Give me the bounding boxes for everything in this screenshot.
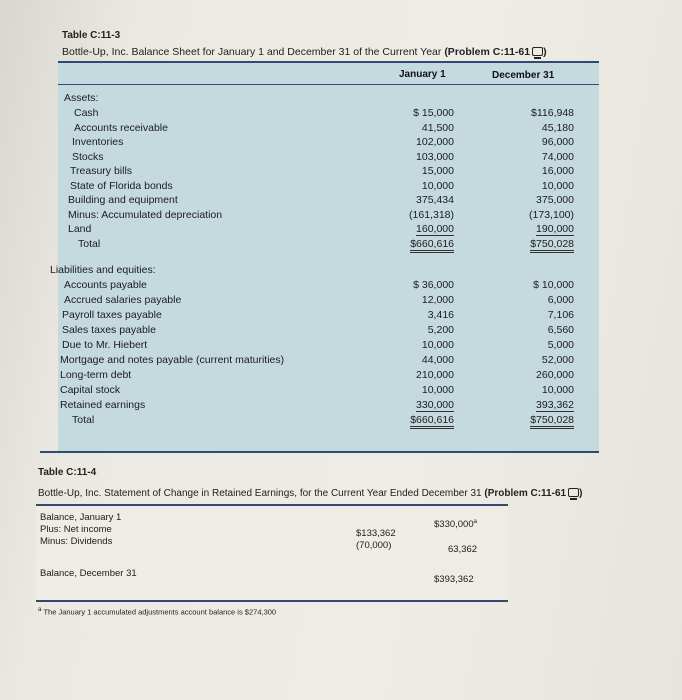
asset-jan-value: 10,000: [421, 179, 454, 192]
liability-jan-value: 330,000: [416, 399, 454, 411]
liability-dec-value: $750,028: [530, 414, 574, 429]
liability-dec-value: 260,000: [536, 369, 574, 381]
table2-subtitle: Bottle-Up, Inc. Statement of Change in Retained Earnings, for the Current Year Ended December 31 (Problem C:11-61 ): [38, 488, 583, 499]
table2-bottom-rule: [36, 600, 508, 602]
asset-dec-value: $116,948: [530, 107, 574, 119]
asset-dec-value: 45,180: [541, 121, 574, 134]
asset-row-label: Cash: [74, 107, 99, 119]
asset-jan-value: 375,434: [416, 194, 454, 206]
liability-row-label: Retained earnings: [60, 399, 146, 411]
asset-dec-value: 96,000: [541, 136, 574, 148]
asset-row-label: Stocks: [72, 150, 104, 163]
asset-row-label: Accounts receivable: [74, 121, 168, 134]
liability-jan-value: 5,200: [427, 324, 454, 336]
asset-row-label: Treasury bills: [70, 165, 133, 177]
liability-jan-value: 10,000: [421, 384, 454, 396]
asset-row-label: State of Florida bonds: [70, 179, 173, 192]
asset-jan-value: 160,000: [416, 223, 454, 235]
liability-row-label: Payroll taxes payable: [62, 309, 162, 321]
asset-dec-value: $750,028: [530, 238, 574, 253]
asset-dec-value: 375,000: [536, 194, 574, 206]
liability-row-label: Mortgage and notes payable (current maturities): [60, 354, 285, 366]
header-rule: [58, 84, 599, 85]
liability-dec-value: 6,000: [547, 294, 574, 306]
liability-dec-value: 5,000: [547, 339, 574, 351]
document-icon: [568, 488, 579, 497]
balance-sheet-table: [58, 62, 599, 452]
col-header-december: December 31: [492, 70, 555, 81]
asset-jan-value: 15,000: [421, 165, 454, 177]
asset-jan-value: 41,500: [421, 121, 454, 134]
liability-row-label: Accounts payable: [64, 279, 147, 291]
dividends-value: (70,000): [356, 540, 392, 551]
asset-row-label: Building and equipment: [68, 194, 178, 206]
document-icon: [532, 47, 543, 56]
liability-jan-value: 210,000: [416, 369, 454, 381]
asset-row-label: Total: [78, 237, 101, 250]
liability-jan-value: $660,616: [410, 414, 454, 429]
net-income-value: $133,362: [356, 528, 396, 539]
footnote: $^a$ The January 1 accumulated adjustments account balance is $274,300: [38, 606, 277, 617]
asset-jan-value: $ 15,000: [413, 107, 454, 119]
balance-dec-label: Balance, December 31: [40, 568, 137, 579]
liability-dec-value: 393,362: [536, 399, 574, 411]
liability-jan-value: 3,416: [427, 309, 454, 321]
asset-row-label: Minus: Accumulated depreciation: [68, 208, 223, 221]
assets-heading: Assets:: [64, 92, 99, 104]
liability-dec-value: 7,106: [547, 309, 574, 321]
balance-jan-label: Balance, January 1: [40, 512, 122, 523]
liability-jan-value: 12,000: [421, 294, 454, 306]
liability-jan-value: 44,000: [421, 354, 454, 366]
asset-jan-value: 102,000: [416, 136, 454, 148]
change-value: 63,362: [448, 544, 478, 555]
liability-dec-value: 6,560: [547, 324, 574, 336]
liability-row-label: Total: [72, 414, 95, 426]
asset-jan-value: 103,000: [416, 150, 454, 163]
liability-row-label: Long-term debt: [60, 369, 132, 381]
asset-dec-value: 16,000: [541, 165, 574, 177]
table1-subtitle: Bottle-Up, Inc. Balance Sheet for January 1 and December 31 of the Current Year (Problem C:11-61 ): [62, 46, 547, 58]
col-header-january: January 1: [399, 69, 446, 80]
asset-jan-value: (161,318): [409, 208, 454, 221]
asset-dec-value: 190,000: [536, 223, 574, 235]
liability-dec-value: $ 10,000: [533, 279, 574, 291]
liability-dec-value: 10,000: [541, 384, 574, 396]
net-income-label: Plus: Net income: [40, 524, 112, 535]
liability-row-label: Accrued salaries payable: [64, 294, 182, 306]
liability-dec-value: 52,000: [541, 354, 574, 366]
balance-jan-value: $330,000$^a$: [434, 519, 477, 531]
asset-jan-value: $660,616: [410, 238, 454, 253]
asset-row-label: Land: [68, 223, 92, 235]
asset-dec-value: (173,100): [529, 208, 574, 221]
balance-dec-value: $393,362: [434, 574, 474, 585]
liability-jan-value: $ 36,000: [413, 279, 454, 291]
asset-dec-value: 10,000: [541, 179, 574, 192]
table1-bottom-rule: [40, 451, 599, 453]
liability-row-label: Due to Mr. Hiebert: [62, 339, 148, 351]
asset-dec-value: 74,000: [541, 150, 574, 163]
table1-top-rule: [58, 61, 599, 63]
liabilities-heading: Liabilities and equities:: [50, 264, 156, 276]
dividends-label: Minus: Dividends: [40, 536, 113, 547]
liability-jan-value: 10,000: [421, 339, 454, 351]
retained-earnings-table: [36, 506, 508, 602]
liability-row-label: Sales taxes payable: [62, 324, 156, 336]
table2-label: Table C:11-4: [38, 467, 97, 478]
liability-row-label: Capital stock: [60, 384, 121, 396]
table1-label: Table C:11-3: [62, 30, 121, 41]
asset-row-label: Inventories: [72, 136, 124, 148]
